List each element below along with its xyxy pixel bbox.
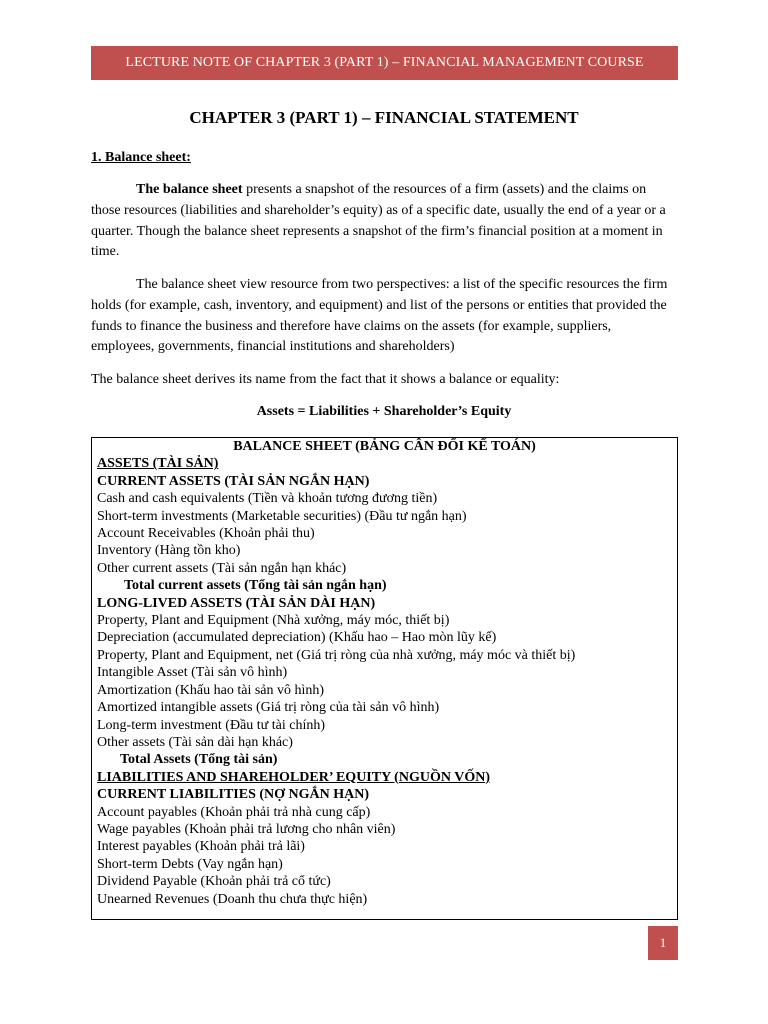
long-lived-asset-item: Property, Plant and Equipment, net (Giá trị ròng của nhà xưởng, máy móc và thiết bị) [97,647,576,663]
current-asset-item: Short-term investments (Marketable securities) (Đầu tư ngắn hạn) [97,508,467,524]
lecture-header-bar [91,46,678,80]
total-current-assets: Total current assets (Tổng tài sản ngắn hạn) [124,578,387,594]
total-assets: Total Assets (Tổng tài sản) [120,752,278,768]
current-asset-item: Other current assets (Tài sản ngắn hạn khác) [97,560,347,576]
paragraph-balance-sheet-definition [91,180,678,263]
page-number-badge [648,926,678,960]
current-liability-item: Account payables (Khoản phải trả nhà cung cấp) [97,804,371,820]
current-asset-item: Account Receivables (Khoản phải thu) [97,526,315,542]
balance-sheet-title: BALANCE SHEET (BẢNG CÂN ĐỐI KẾ TOÁN) [233,439,536,454]
long-lived-asset-item: Other assets (Tài sản dài hạn khác) [97,734,293,750]
liabilities-equity-heading: LIABILITIES AND SHAREHOLDER’ EQUITY (NGUỒN VỐN) [97,769,490,785]
current-liability-item: Short-term Debts (Vay ngắn hạn) [97,856,283,872]
current-liability-item: Interest payables (Khoản phải trả lãi) [97,839,305,855]
assets-heading: ASSETS (TÀI SẢN) [97,456,219,472]
long-lived-asset-item: Depreciation (accumulated depreciation) (Khấu hao – Hao mòn lũy kế) [97,630,497,646]
current-assets-heading: CURRENT ASSETS (TÀI SẢN NGẮN HẠN) [97,473,370,489]
chapter-title: CHAPTER 3 (PART 1) – FINANCIAL STATEMENT [189,108,579,127]
current-liability-item: Wage payables (Khoản phải trả lương cho nhân viên) [97,821,396,837]
current-asset-item: Inventory (Hàng tồn kho) [97,543,241,559]
paragraph-text: presents a snapshot of the resources of a firm (assets) and the claims on those resources (liabilities and shareholder’s equity) as of a specific date, usually the end of a year or a quarter. Though the balance sheet represents a snapshot of the firm’s financial position at a moment in time. [91,182,666,260]
current-liability-item: Dividend Payable (Khoản phải trả cổ tức) [97,874,331,890]
section-heading: 1. Balance sheet: [91,150,191,165]
current-asset-item: Cash and cash equivalents (Tiền và khoản tương đương tiền) [97,491,438,507]
accounting-equation: Assets = Liabilities + Shareholder’s Equity [256,404,512,419]
current-liabilities-heading: CURRENT LIABILITIES (NỢ NGẮN HẠN) [97,787,370,803]
long-lived-asset-item: Amortized intangible assets (Giá trị ròng của tài sản vô hình) [97,700,440,716]
long-lived-assets-heading: LONG-LIVED ASSETS (TÀI SẢN DÀI HẠN) [97,595,376,611]
bold-term: The balance sheet [136,182,243,197]
long-lived-asset-item: Long-term investment (Đầu tư tài chính) [97,717,326,733]
paragraph-balance-equality: The balance sheet derives its name from the fact that it shows a balance or equality: [91,372,560,387]
page-number: 1 [659,935,667,950]
current-liability-item: Unearned Revenues (Doanh thu chưa thực hiện) [97,891,368,907]
header-text: LECTURE NOTE OF CHAPTER 3 (PART 1) – FINANCIAL MANAGEMENT COURSE [125,55,644,70]
long-lived-asset-item: Intangible Asset (Tài sản vô hình) [97,665,288,681]
paragraph-perspectives: The balance sheet view resource from two perspectives: a list of the specific resources the firm holds (for example, cash, inventory, and equipment) and list of the persons or entities that provided the funds to finance the business and therefore have claims on the assets (for example, suppliers, employees, governments, financial institutions and shareholders) [91,277,668,355]
long-lived-asset-item: Property, Plant and Equipment (Nhà xưởng, máy móc, thiết bị) [97,613,450,629]
balance-sheet-table [91,437,678,920]
long-lived-asset-item: Amortization (Khấu hao tài sản vô hình) [97,682,325,698]
